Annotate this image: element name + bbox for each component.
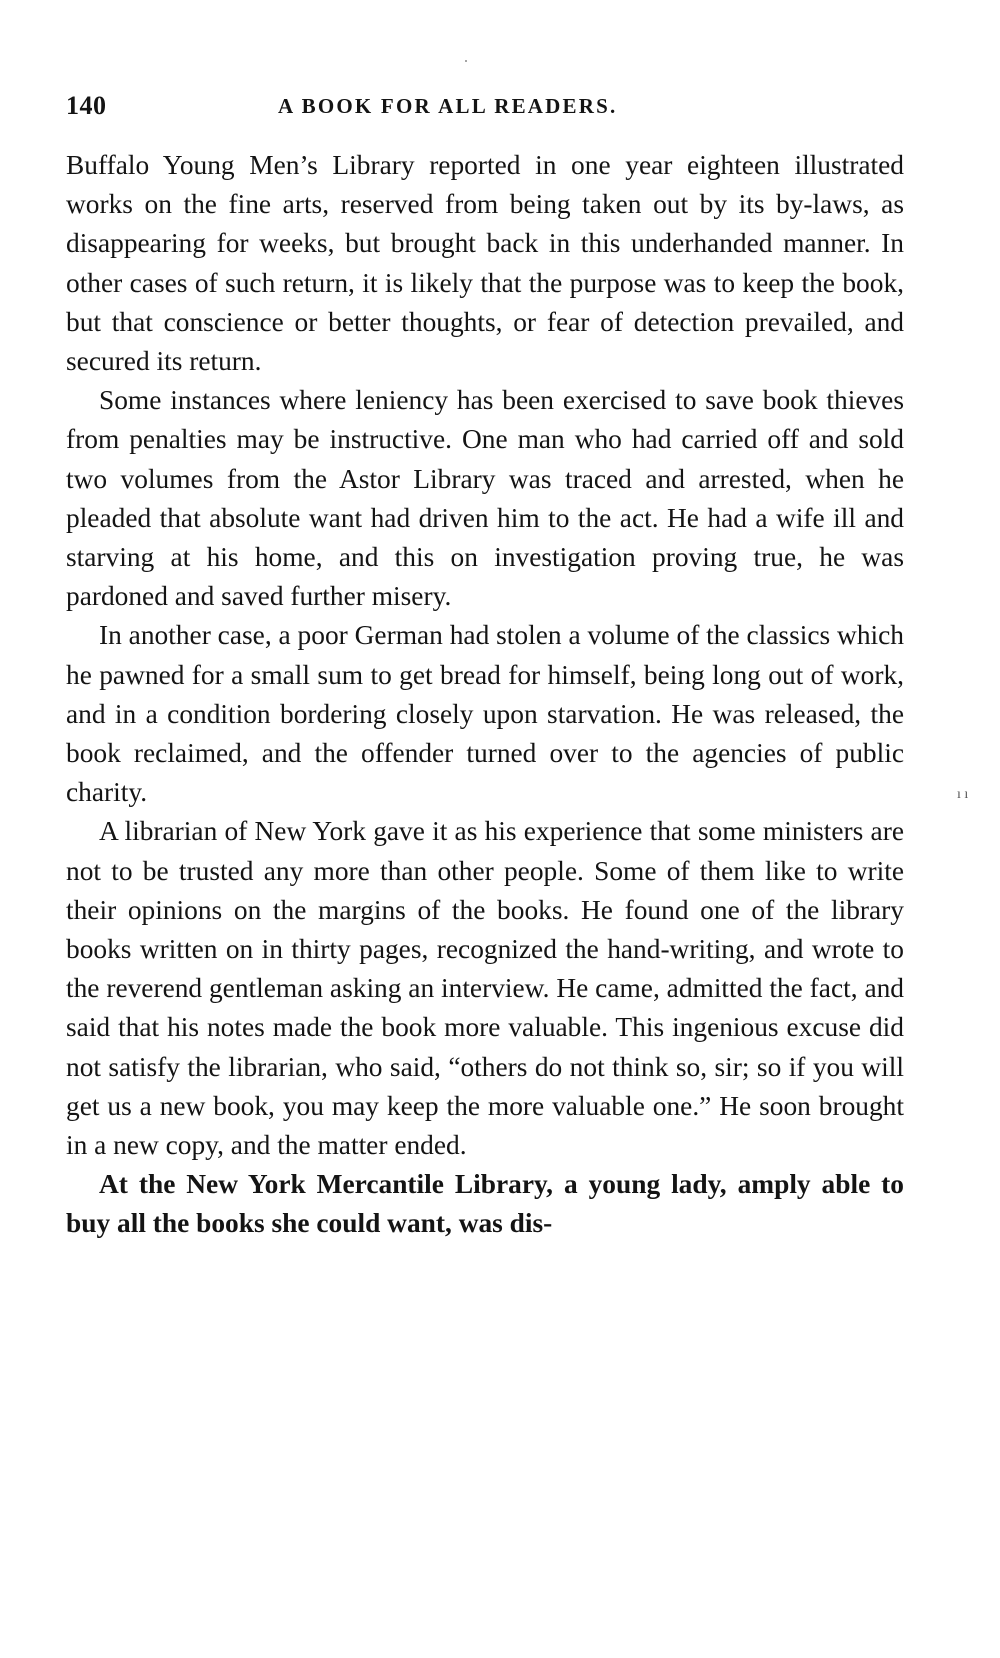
page-header: [66, 91, 904, 121]
paragraph-buffalo-library: Buffalo Young Men’s Library reported in one year eighteen illustrated works on the fine arts, reserved from being taken out by its by-laws, as disappearing for weeks, but brought back in this underhanded manner. In other cases of such return, it is likely that the purpose was to keep the book, but that conscience or better thoughts, or fear of detection prevailed, and secured its return.: [66, 150, 904, 377]
running-head: A BOOK FOR ALL READERS.: [278, 94, 618, 118]
paragraph-mercantile-library: At the New York Mercantile Library, a young lady, amply able to buy all the books she could want, was dis-: [66, 1169, 904, 1239]
paragraph-librarian-ministers: A librarian of New York gave it as his experience that some ministers are not to be trusted any more than other people. Some of them like to write their opinions on the margins of the books. He found one of the library books written on in thirty pages, recognized the hand-writing, and wrote to the reverend gentleman asking an interview. He came, admitted the fact, and said that his notes made the book more valuable. This ingenious excuse did not satisfy the librarian, who said, “others do not think so, sir; so if you will get us a new book, you may keep the more valuable one.” He soon brought in a new copy, and the matter ended.: [66, 816, 904, 1161]
margin-mark: ı ı: [957, 787, 969, 802]
paragraph-leniency: Some instances where leniency has been exercised to save book thieves from penalties may be instructive. One man who had carried off and sold two volumes from the Astor Library was traced and arrested, when he pleaded that absolute want had driven him to the act. He had a wife ill and starving at his home, and this on investigation proving true, he was pardoned and saved further misery.: [66, 385, 904, 612]
body-text: [66, 146, 904, 1244]
paragraph-poor-german: In another case, a poor German had stolen a volume of the classics which he pawned for a small sum to get bread for himself, being long out of work, and in a condition bordering closely upon starvation. He was released, the book reclaimed, and the offender turned over to the agencies of public charity.: [66, 620, 904, 808]
print-speck: [465, 60, 467, 62]
page-number: 140: [66, 91, 107, 120]
